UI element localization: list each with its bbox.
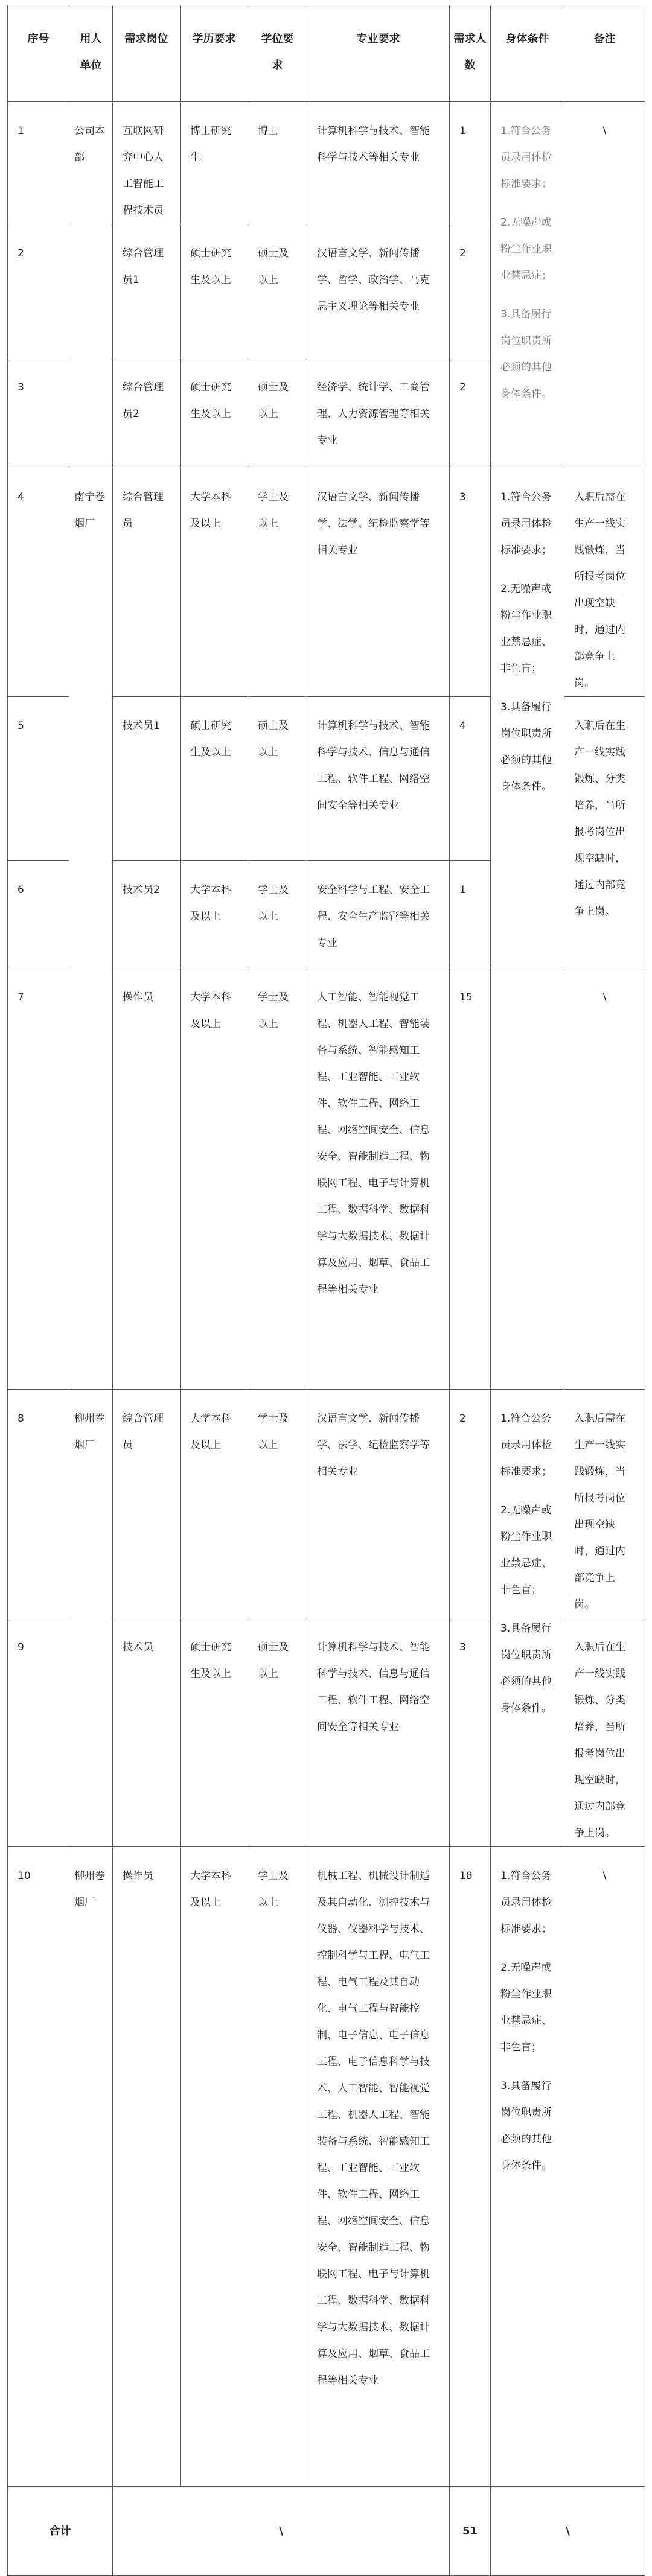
cell-note: 入职后需在生产一线实践锻炼，当所报考岗位出现空缺时，通过内部竞争上岗。 bbox=[564, 468, 645, 697]
cell-count: 2 bbox=[450, 224, 491, 358]
cell-position: 综合管理员 bbox=[113, 468, 181, 697]
cell-position: 技术员1 bbox=[113, 697, 181, 861]
cell-no: 1 bbox=[8, 102, 69, 224]
recruitment-table bbox=[7, 5, 645, 2576]
cell-position: 操作员 bbox=[113, 968, 181, 1390]
cell-education: 大学本科及以上 bbox=[181, 1847, 248, 2487]
cell-degree: 学士及以上 bbox=[248, 1847, 307, 2487]
cell-major: 汉语言文学、新闻传播学、哲学、政治学、马克思主义理论等相关专业 bbox=[307, 224, 450, 358]
cell-note: \ bbox=[564, 1847, 645, 2487]
header-unit: 用人 单位 bbox=[69, 5, 113, 102]
cell-major: 经济学、统计学、工商管理、人力资源管理等相关专业 bbox=[307, 358, 450, 468]
cell-degree: 学士及以上 bbox=[248, 468, 307, 697]
cell-count: 2 bbox=[450, 358, 491, 468]
cell-unit: 南宁卷烟厂 bbox=[69, 468, 113, 1390]
cell-education: 大学本科及以上 bbox=[181, 861, 248, 968]
cell-no: 10 bbox=[8, 1847, 69, 2487]
header-position: 需求岗位 bbox=[113, 5, 181, 102]
cell-position: 综合管理员2 bbox=[113, 358, 181, 468]
header-education: 学历要求 bbox=[181, 5, 248, 102]
cell-count: 4 bbox=[450, 697, 491, 861]
total-mid: \ bbox=[113, 2487, 450, 2576]
total-label: 合计 bbox=[8, 2487, 113, 2576]
table-row bbox=[8, 468, 645, 697]
cell-education: 大学本科及以上 bbox=[181, 968, 248, 1390]
header-degree: 学位要 求 bbox=[248, 5, 307, 102]
cell-no: 8 bbox=[8, 1390, 69, 1618]
cell-education: 博士研究生 bbox=[181, 102, 248, 224]
cell-count: 15 bbox=[450, 968, 491, 1390]
cell-major: 人工智能、智能视觉工程、机器人工程、智能装备与系统、智能感知工程、工业智能、工业软件、软件工程、网络工程、网络空间安全、信息安全、智能制造工程、物联网工程、电子与计算机工程、数据科学、数据科学与大数据技术、数据计算及应用、烟草、食品工程等相关专业 bbox=[307, 968, 450, 1390]
cell-note: 入职后需在生产一线实践锻炼，当所报考岗位出现空缺时，通过内部竞争上岗。 bbox=[564, 1390, 645, 1618]
cell-degree: 硕士及以上 bbox=[248, 697, 307, 861]
table-row bbox=[8, 102, 645, 224]
cell-unit: 柳州卷烟厂 bbox=[69, 1847, 113, 2487]
header-note: 备注 bbox=[564, 5, 645, 102]
cell-degree: 硕士及以上 bbox=[248, 1618, 307, 1847]
table-row bbox=[8, 1847, 645, 2487]
cell-no: 7 bbox=[8, 968, 69, 1390]
cell-note: \ bbox=[564, 102, 645, 468]
cell-unit: 柳州卷烟厂 bbox=[69, 1390, 113, 1847]
cell-no: 3 bbox=[8, 358, 69, 468]
cell-major: 计算机科学与技术、智能科学与技术等相关专业 bbox=[307, 102, 450, 224]
header-row bbox=[8, 5, 645, 102]
cell-major: 计算机科学与技术、智能科学与技术、信息与通信工程、软件工程、网络空间安全等相关专业 bbox=[307, 697, 450, 861]
cell-no: 2 bbox=[8, 224, 69, 358]
cell-education: 硕士研究生及以上 bbox=[181, 358, 248, 468]
header-no: 序号 bbox=[8, 5, 69, 102]
cell-physical: 1.符合公务员录用体检标准要求； 2.无噪声或粉尘作业职业禁忌症、非色盲； 3.具备履行岗位职责所必须的其他身体条件。 bbox=[491, 1847, 564, 2487]
cell-education: 大学本科及以上 bbox=[181, 1390, 248, 1618]
cell-count: 1 bbox=[450, 861, 491, 968]
cell-note: 入职后在生产一线实践锻炼、分类培养，当所报考岗位出现空缺时，通过内部竞争上岗。 bbox=[564, 1618, 645, 1847]
cell-position: 操作员 bbox=[113, 1847, 181, 2487]
cell-count: 3 bbox=[450, 1618, 491, 1847]
cell-no: 4 bbox=[8, 468, 69, 697]
cell-major: 安全科学与工程、安全工程、安全生产监管等相关专业 bbox=[307, 861, 450, 968]
cell-no: 9 bbox=[8, 1618, 69, 1847]
header-major: 专业要求 bbox=[307, 5, 450, 102]
cell-degree: 学士及以上 bbox=[248, 1390, 307, 1618]
cell-education: 硕士研究生及以上 bbox=[181, 697, 248, 861]
cell-position: 技术员2 bbox=[113, 861, 181, 968]
header-count: 需求人 数 bbox=[450, 5, 491, 102]
cell-physical: 1.符合公务员录用体检标准要求； 2.无噪声或粉尘作业职业禁忌症、非色盲； 3.具备履行岗位职责所必须的其他身体条件。 bbox=[491, 1390, 564, 1847]
total-row bbox=[8, 2487, 645, 2576]
cell-major: 汉语言文学、新闻传播学、法学、纪检监察学等相关专业 bbox=[307, 1390, 450, 1618]
cell-count: 2 bbox=[450, 1390, 491, 1618]
cell-no: 6 bbox=[8, 861, 69, 968]
cell-major: 计算机科学与技术、智能科学与技术、信息与通信工程、软件工程、网络空间安全等相关专业 bbox=[307, 1618, 450, 1847]
cell-physical: 1.符合公务员录用体检标准要求； 2.无噪声或粉尘作业职业禁忌症、非色盲； 3.具备履行岗位职责所必须的其他身体条件。 bbox=[491, 468, 564, 968]
cell-physical bbox=[491, 968, 564, 1390]
cell-education: 硕士研究生及以上 bbox=[181, 1618, 248, 1847]
cell-degree: 硕士及以上 bbox=[248, 358, 307, 468]
cell-position: 技术员 bbox=[113, 1618, 181, 1847]
cell-no: 5 bbox=[8, 697, 69, 861]
cell-degree: 学士及以上 bbox=[248, 968, 307, 1390]
cell-count: 3 bbox=[450, 468, 491, 697]
cell-education: 硕士研究生及以上 bbox=[181, 224, 248, 358]
header-physical: 身体条件 bbox=[491, 5, 564, 102]
cell-position: 综合管理员1 bbox=[113, 224, 181, 358]
cell-position: 综合管理员 bbox=[113, 1390, 181, 1618]
table-row bbox=[8, 1390, 645, 1618]
cell-physical: 1.符合公务员录用体检标准要求； 2.无噪声或粉尘作业职业禁忌症； 3.具备履行岗位职责所必须的其他身体条件。 bbox=[491, 102, 564, 468]
cell-degree: 博士 bbox=[248, 102, 307, 224]
total-count: 51 bbox=[450, 2487, 491, 2576]
cell-count: 1 bbox=[450, 102, 491, 224]
total-tail: \ bbox=[491, 2487, 645, 2576]
cell-degree: 硕士及以上 bbox=[248, 224, 307, 358]
cell-position: 互联网研究中心人工智能工程技术员 bbox=[113, 102, 181, 224]
cell-unit: 公司本部 bbox=[69, 102, 113, 468]
cell-major: 机械工程、机械设计制造及其自动化、测控技术与仪器、仪器科学与技术、控制科学与工程、电气工程、电气工程及其自动化、电气工程与智能控制、电子信息、电子信息工程、电子信息科学与技术、人工智能、智能视觉工程、机器人工程、智能装备与系统、智能感知工程、工业智能、工业软件、软件工程、网络工程、网络空间安全、信息安全、智能制造工程、物联网工程、电子与计算机工程、数据科学、数据科学与大数据技术、数据计算及应用、烟草、食品工程等相关专业 bbox=[307, 1847, 450, 2487]
cell-note: 入职后在生产一线实践锻炼、分类培养，当所报考岗位出现空缺时，通过内部竞争上岗。 bbox=[564, 697, 645, 968]
cell-count: 18 bbox=[450, 1847, 491, 2487]
cell-education: 大学本科及以上 bbox=[181, 468, 248, 697]
cell-note: \ bbox=[564, 968, 645, 1390]
cell-degree: 学士及以上 bbox=[248, 861, 307, 968]
cell-major: 汉语言文学、新闻传播学、法学、纪检监察学等相关专业 bbox=[307, 468, 450, 697]
